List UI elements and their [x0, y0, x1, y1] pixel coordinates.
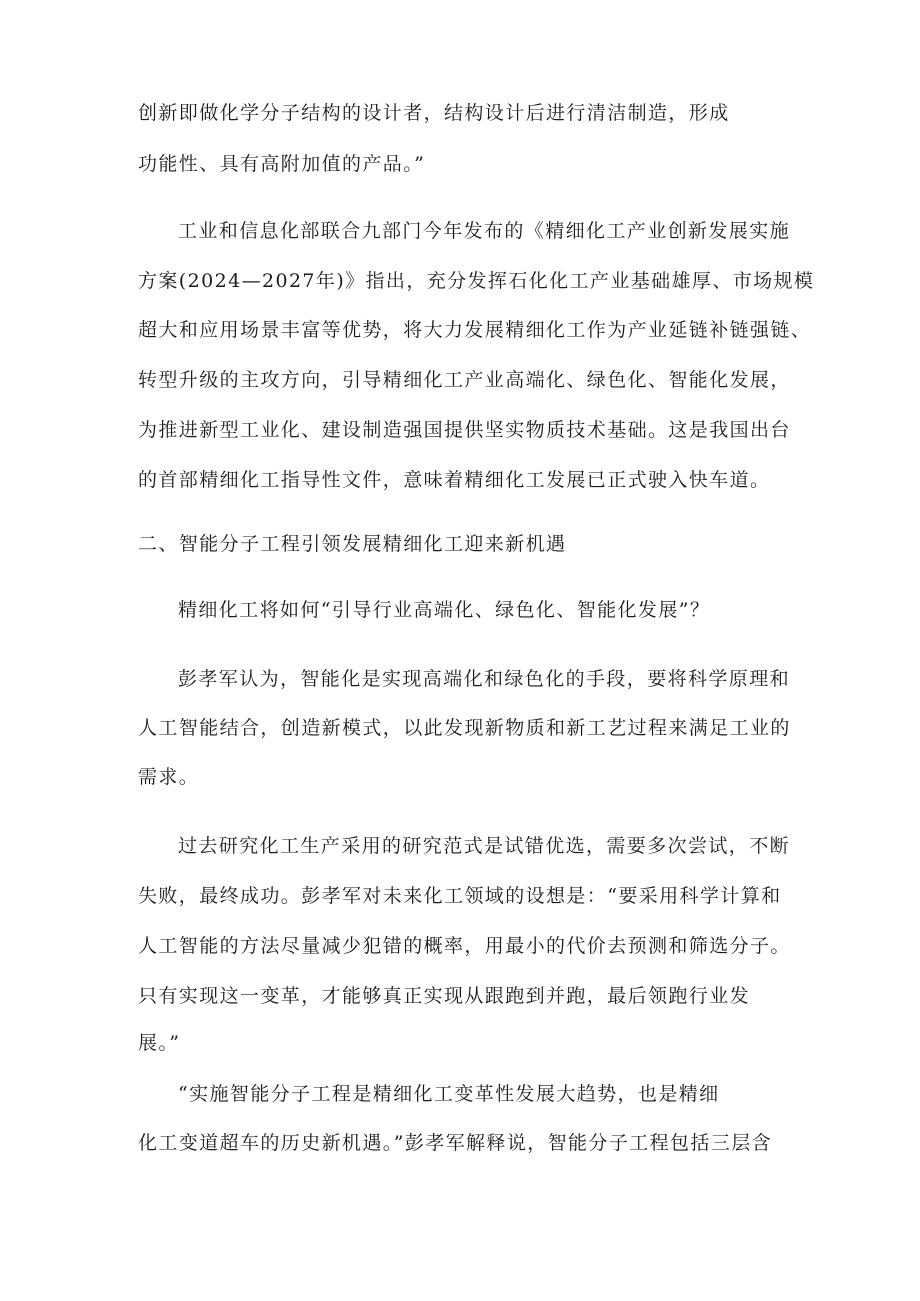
paragraph-line: 过去研究化工生产采用的研究范式是试错优选，需要多次尝试，不断 [178, 835, 791, 857]
paragraph-line: 工业和信息化部联合九部门今年发布的《精细化工产业创新发展实施 [178, 220, 791, 242]
paragraph-line: 精细化工将如何“引导行业高端化、绿色化、智能化发展”？ [178, 599, 711, 621]
paragraph-line: 转型升级的主攻方向，引导精细化工产业高端化、绿色化、智能化发展， [138, 369, 791, 391]
paragraph-line: 功能性、具有高附加值的产品。” [138, 153, 426, 175]
section-heading: 二、智能分子工程引领发展精细化工迎来新机遇 [138, 533, 567, 555]
paragraph-line: 的首部精细化工指导性文件，意味着精细化工发展已正式驶入快车道。 [138, 469, 771, 491]
paragraph-line: 创新即做化学分子结构的设计者，结构设计后进行清洁制造，形成 [138, 102, 730, 124]
paragraph-line: 方案(2024—2027年)》指出，充分发挥石化化工产业基础雄厚、市场规模 [138, 270, 815, 292]
paragraph-line: 展。” [138, 1032, 181, 1054]
paragraph-line: 化工变道超车的历史新机遇。”彭孝军解释说，智能分子工程包括三层含 [138, 1132, 773, 1154]
paragraph-line: 为推进新型工业化、建设制造强国提供坚实物质技术基础。这是我国出台 [138, 419, 791, 441]
paragraph-line: “实施智能分子工程是精细化工变革性发展大趋势，也是精细 [178, 1083, 720, 1105]
paragraph-line: 只有实现这一变革，才能够真正实现从跟跑到并跑，最后领跑行业发 [138, 985, 751, 1007]
paragraph-line: 人工智能结合，创造新模式，以此发现新物质和新工艺过程来满足工业的 [138, 717, 791, 739]
paragraph-line: 彭孝军认为，智能化是实现高端化和绿色化的手段，要将科学原理和 [178, 668, 791, 690]
paragraph-line: 人工智能的方法尽量减少犯错的概率，用最小的代价去预测和筛选分子。 [138, 935, 791, 957]
paragraph-line: 失败，最终成功。彭孝军对未来化工领域的设想是：“要采用科学计算和 [138, 885, 782, 907]
paragraph-line: 需求。 [138, 766, 200, 788]
paragraph-line: 超大和应用场景丰富等优势，将大力发展精细化工作为产业延链补链强链、 [138, 319, 812, 341]
